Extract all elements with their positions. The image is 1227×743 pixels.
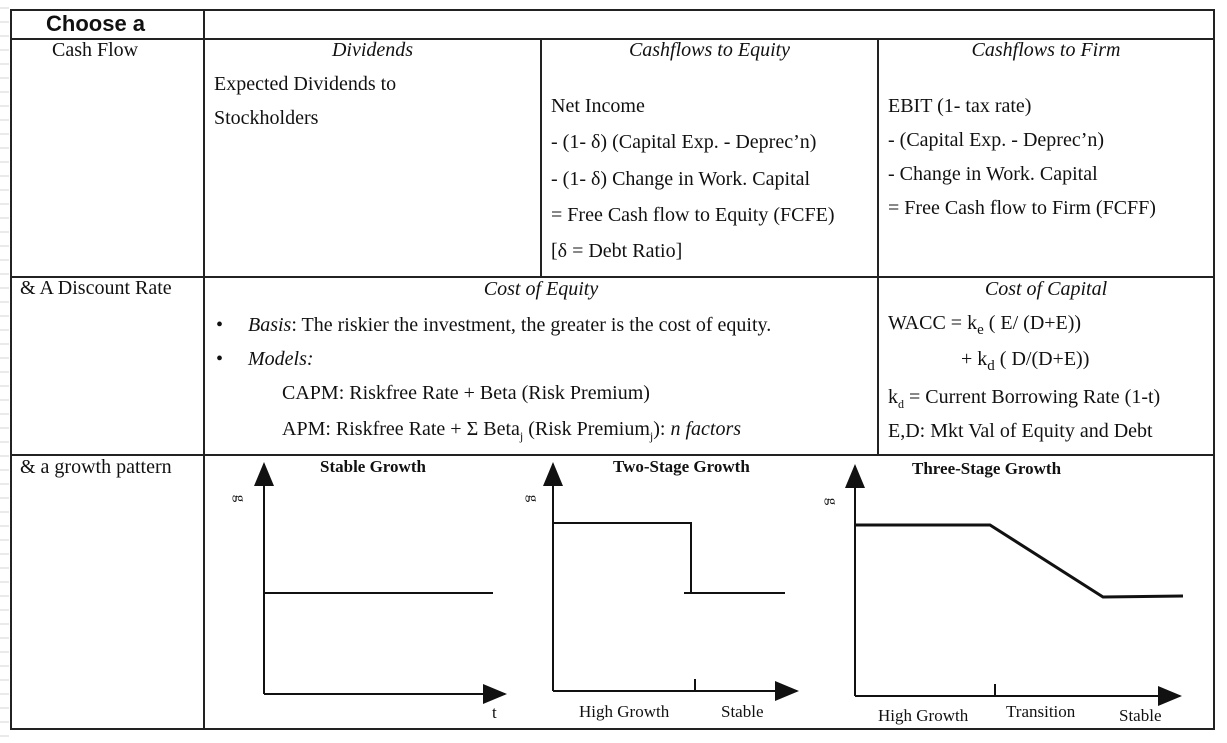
stable-growth-title: Stable Growth [320,457,426,476]
fcff-line-4: = Free Cash flow to Firm (FCFF) [888,197,1156,219]
capm-line: CAPM: Riskfree Rate + Beta (Risk Premium) [282,382,650,404]
two-stage-high-growth-line [553,523,691,593]
fcfe-line-2: - (1- δ) (Capital Exp. - Deprec’n) [551,131,817,153]
apm-text-1: APM: Riskfree Rate + Σ Beta [282,418,520,440]
bullet-basis: • [216,314,224,336]
wacc2-text-1: + k [961,348,988,370]
basis-body: : The riskier the investment, the greater is the cost of equity. [291,314,772,336]
wacc-subscript-e: e [977,322,984,338]
kd-subscript: d [898,397,904,411]
kd-text-1: k [888,386,898,408]
dividends-line-2: Stockholders [214,107,319,129]
three-stage-phase-high: High Growth [878,706,969,725]
ed-line: E,D: Mkt Val of Equity and Debt [888,420,1153,442]
fcff-line-1: EBIT (1- tax rate) [888,95,1032,117]
two-stage-phase-high: High Growth [579,702,670,721]
header-title: Choose a [46,11,146,36]
fcfe-line-5: [δ = Debt Ratio] [551,240,683,262]
wacc2-text-2: ( D/(D+E)) [994,348,1090,370]
fcfe-line-3: - (1- δ) Change in Work. Capital [551,168,811,190]
basis-label: Basis [248,314,292,336]
cost-of-equity-heading: Cost of Equity [483,278,599,300]
apm-text-2: (Risk Premium [523,418,650,440]
apm-subscript-1: j [519,429,524,443]
dividends-heading: Dividends [331,39,414,61]
stable-growth-graph [264,464,505,694]
apm-subscript-2: j [649,429,654,443]
wacc-subscript-d: d [987,358,995,374]
fcff-line-3: - Change in Work. Capital [888,163,1098,185]
stable-y-axis-label: g [231,494,248,503]
two-stage-phase-stable: Stable [721,702,764,721]
two-stage-y-axis-label: g [524,494,541,503]
fcff-line-2: - (Capital Exp. - Deprec’n) [888,129,1105,151]
kd-text-2: = Current Borrowing Rate (1-t) [904,386,1161,408]
three-stage-growth-graph [855,466,1183,696]
two-stage-growth-title: Two-Stage Growth [613,457,750,476]
three-stage-phase-stable: Stable [1119,706,1162,725]
apm-text-3: ): [653,418,671,440]
fcfe-heading: Cashflows to Equity [628,39,791,61]
three-stage-phase-transition: Transition [1006,702,1076,721]
fcfe-line-1: Net Income [551,95,645,117]
stable-x-axis-label: t [492,703,497,722]
row-label-discount: & A Discount Rate [20,277,172,299]
wacc-text-2: ( E/ (D+E)) [983,312,1082,334]
two-stage-growth-graph [553,464,797,691]
bullet-models: • [216,348,224,370]
apm-italic: n factors [670,418,742,440]
wacc-text-1: WACC = k [888,312,978,334]
three-stage-y-axis-label: g [823,497,840,506]
cost-of-capital-heading: Cost of Capital [984,278,1108,300]
three-stage-growth-title: Three-Stage Growth [912,459,1062,478]
models-label: Models: [248,348,314,370]
three-stage-growth-line [855,525,1183,597]
dividends-line-1: Expected Dividends to [214,73,397,95]
fcfe-line-4: = Free Cash flow to Equity (FCFE) [551,204,835,226]
row-label-cashflow: Cash Flow [52,39,139,61]
fcff-heading: Cashflows to Firm [971,39,1121,61]
row-label-growth: & a growth pattern [20,456,172,478]
